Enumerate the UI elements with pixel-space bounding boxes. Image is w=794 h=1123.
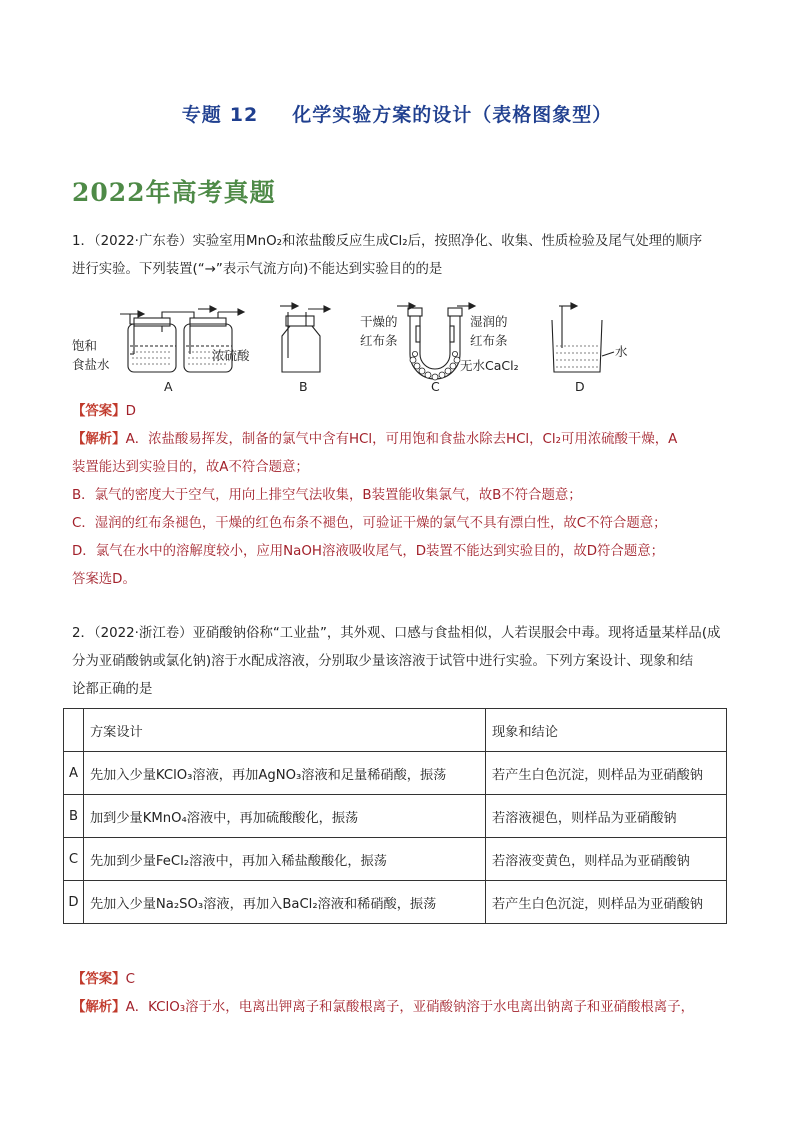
design-cell: 加到少量KMnO₄溶液中，再加硫酸酸化，振荡 <box>84 795 486 838</box>
analysis-line: A．KClO₃溶于水，电离出钾离子和氯酸根离子，亚硝酸钠溶于水电离出钠离子和亚硝酸根离子， <box>125 1000 694 1015</box>
option-cell: C <box>64 838 84 881</box>
q1-line1: 1．（2022·广东卷）实验室用MnO₂和浓盐酸反应生成Cl₂后，按照净化、收集、性质检验及尾气处理的顺序 <box>72 234 703 249</box>
answer-label: 【答案】 <box>72 404 126 419</box>
answer-label: 【答案】 <box>72 972 126 987</box>
label-a-caption: A <box>164 379 173 394</box>
apparatus-diagram <box>72 296 632 406</box>
analysis-line: B．氯气的密度大于空气，用向上排空气法收集，B装置能收集氯气，故B不符合题意； <box>72 488 582 503</box>
result-cell: 若溶液褪色，则样品为亚硝酸钠 <box>486 795 727 838</box>
header-cell <box>64 709 84 752</box>
table-row <box>64 881 727 924</box>
title-main: 化学实验方案的设计（表格图象型） <box>292 104 613 126</box>
q2-line2: 分为亚硝酸钠或氯化钠)溶于水配成溶液，分别取少量该溶液于试管中进行实验。下列方案设计、现象和结 <box>72 654 694 669</box>
analysis-label: 【解析】 <box>72 1000 126 1015</box>
analysis-line: C．湿润的红布条褪色，干燥的红色布条不褪色，可验证干燥的氯气不具有漂白性，故C不符合题意； <box>72 516 667 531</box>
label-d-caption: D <box>575 379 585 394</box>
experiment-table <box>63 708 727 924</box>
label-c-caption: C <box>431 379 440 394</box>
analysis-line: D．氯气在水中的溶解度较小，应用NaOH溶液吸收尾气，D装置不能达到实验目的，故D符合题意； <box>72 544 664 559</box>
option-cell: D <box>64 881 84 924</box>
option-cell: A <box>64 752 84 795</box>
q1-line2: 进行实验。下列装置(“→”表示气流方向)不能达到实验目的的是 <box>72 262 443 277</box>
design-cell: 先加入少量Na₂SO₃溶液，再加入BaCl₂溶液和稀硝酸，振荡 <box>84 881 486 924</box>
option-cell: B <box>64 795 84 838</box>
design-cell: 先加到少量FeCl₂溶液中，再加入稀盐酸酸化，振荡 <box>84 838 486 881</box>
label-c-right2: 红布条 <box>470 333 508 348</box>
analysis-line: 答案选D。 <box>72 572 136 587</box>
label-a-left1: 饱和 <box>72 338 98 353</box>
label-c-bottom: 无水CaCl₂ <box>460 358 519 373</box>
q2-line3: 论都正确的是 <box>72 682 153 697</box>
result-cell: 若溶液变黄色，则样品为亚硝酸钠 <box>486 838 727 881</box>
label-b-caption: B <box>299 379 308 394</box>
question-2-stem <box>72 620 732 704</box>
analysis-line: 装置能达到实验目的，故A不符合题意； <box>72 460 309 475</box>
label-d-right: 水 <box>615 344 628 359</box>
result-cell: 若产生白色沉淀，则样品为亚硝酸钠 <box>486 881 727 924</box>
header-cell: 方案设计 <box>84 709 486 752</box>
answer-value: D <box>125 404 136 419</box>
table-row <box>64 838 727 881</box>
label-c-left1: 干燥的 <box>360 314 398 329</box>
question-1-stem <box>72 228 732 284</box>
analysis-label: 【解析】 <box>72 432 126 447</box>
apparatus-d <box>552 303 614 372</box>
design-cell: 先加入少量KClO₃溶液，再加AgNO₃溶液和足量稀硝酸，振荡 <box>84 752 486 795</box>
section-heading: 2022年高考真题 <box>72 178 276 207</box>
label-c-right1: 湿润的 <box>470 314 508 329</box>
label-a-right: 浓硫酸 <box>212 348 250 363</box>
analysis-line: A．浓盐酸易挥发，制备的氯气中含有HCl，可用饱和食盐水除去HCl，Cl₂可用浓硫酸干燥，A <box>125 432 678 447</box>
table-row <box>64 795 727 838</box>
apparatus-figure <box>72 296 632 406</box>
title-prefix: 专题 <box>181 104 222 126</box>
q2-line1: 2．（2022·浙江卷）亚硝酸钠俗称“工业盐”，其外观、口感与食盐相似，人若误服会中毒。现将适量某样品(成 <box>72 626 721 641</box>
answer-value: C <box>125 972 135 987</box>
question-2-answer <box>72 966 732 1022</box>
apparatus-b <box>280 303 330 372</box>
title-number: 12 <box>229 104 259 126</box>
table-header-row <box>64 709 727 752</box>
label-a-left2: 食盐水 <box>72 357 110 372</box>
calcium-chloride-granules <box>410 351 460 380</box>
label-c-left2: 红布条 <box>360 333 398 348</box>
table-row <box>64 752 727 795</box>
question-1-answer <box>72 398 732 594</box>
page-title <box>0 100 794 127</box>
result-cell: 若产生白色沉淀，则样品为亚硝酸钠 <box>486 752 727 795</box>
header-cell: 现象和结论 <box>486 709 727 752</box>
